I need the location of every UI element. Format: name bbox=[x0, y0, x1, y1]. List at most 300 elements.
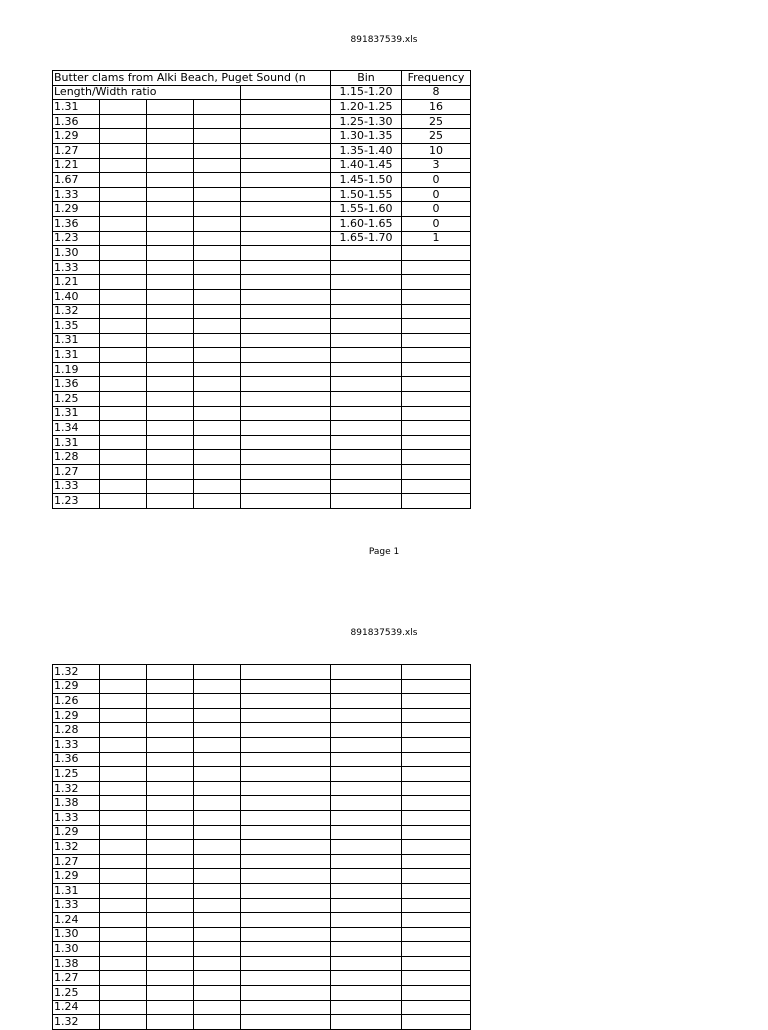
ratio-cell[interactable]: 1.29 bbox=[53, 869, 100, 884]
empty-cell[interactable] bbox=[194, 143, 241, 158]
empty-cell[interactable] bbox=[331, 708, 402, 723]
ratio-cell[interactable]: 1.38 bbox=[53, 796, 100, 811]
bin-cell[interactable]: 1.65-1.70 bbox=[331, 231, 402, 246]
bin-cell[interactable]: 1.55-1.60 bbox=[331, 202, 402, 217]
empty-cell[interactable] bbox=[241, 927, 331, 942]
empty-cell[interactable] bbox=[147, 781, 194, 796]
ratio-cell[interactable]: 1.29 bbox=[53, 679, 100, 694]
empty-cell[interactable] bbox=[241, 421, 331, 436]
empty-cell[interactable] bbox=[241, 333, 331, 348]
bin-cell[interactable]: 1.35-1.40 bbox=[331, 143, 402, 158]
frequency-cell[interactable]: 25 bbox=[402, 129, 471, 144]
empty-cell[interactable] bbox=[100, 971, 147, 986]
frequency-cell[interactable] bbox=[402, 479, 471, 494]
frequency-cell[interactable] bbox=[402, 246, 471, 261]
bin-cell[interactable] bbox=[331, 392, 402, 407]
empty-cell[interactable] bbox=[100, 810, 147, 825]
ratio-cell[interactable]: 1.38 bbox=[53, 956, 100, 971]
empty-cell[interactable] bbox=[241, 465, 331, 480]
empty-cell[interactable] bbox=[194, 1015, 241, 1030]
ratio-cell[interactable]: 1.33 bbox=[53, 479, 100, 494]
empty-cell[interactable] bbox=[331, 869, 402, 884]
empty-cell[interactable] bbox=[241, 392, 331, 407]
empty-cell[interactable] bbox=[402, 708, 471, 723]
bin-cell[interactable] bbox=[331, 406, 402, 421]
empty-cell[interactable] bbox=[147, 260, 194, 275]
empty-cell[interactable] bbox=[241, 679, 331, 694]
bin-cell[interactable]: 1.15-1.20 bbox=[331, 85, 402, 100]
empty-cell[interactable] bbox=[100, 158, 147, 173]
empty-cell[interactable] bbox=[147, 173, 194, 188]
empty-cell[interactable] bbox=[100, 840, 147, 855]
empty-cell[interactable] bbox=[100, 854, 147, 869]
empty-cell[interactable] bbox=[241, 986, 331, 1001]
empty-cell[interactable] bbox=[194, 781, 241, 796]
ratio-cell[interactable]: 1.32 bbox=[53, 840, 100, 855]
frequency-cell[interactable] bbox=[402, 392, 471, 407]
bin-cell[interactable] bbox=[331, 304, 402, 319]
empty-cell[interactable] bbox=[100, 898, 147, 913]
bin-cell[interactable]: 1.25-1.30 bbox=[331, 114, 402, 129]
empty-cell[interactable] bbox=[402, 898, 471, 913]
empty-cell[interactable] bbox=[194, 840, 241, 855]
ratio-cell[interactable]: 1.19 bbox=[53, 362, 100, 377]
empty-cell[interactable] bbox=[194, 216, 241, 231]
empty-cell[interactable] bbox=[100, 494, 147, 509]
ratio-cell[interactable]: 1.21 bbox=[53, 158, 100, 173]
empty-cell[interactable] bbox=[402, 825, 471, 840]
empty-cell[interactable] bbox=[100, 275, 147, 290]
empty-cell[interactable] bbox=[402, 679, 471, 694]
empty-cell[interactable] bbox=[100, 927, 147, 942]
empty-cell[interactable] bbox=[147, 392, 194, 407]
empty-cell[interactable] bbox=[241, 435, 331, 450]
empty-cell[interactable] bbox=[147, 406, 194, 421]
empty-cell[interactable] bbox=[194, 796, 241, 811]
empty-cell[interactable] bbox=[241, 173, 331, 188]
ratio-cell[interactable]: 1.34 bbox=[53, 421, 100, 436]
bin-cell[interactable] bbox=[331, 465, 402, 480]
empty-cell[interactable] bbox=[331, 942, 402, 957]
empty-cell[interactable] bbox=[241, 319, 331, 334]
empty-cell[interactable] bbox=[331, 796, 402, 811]
empty-cell[interactable] bbox=[100, 679, 147, 694]
empty-cell[interactable] bbox=[194, 737, 241, 752]
ratio-cell[interactable]: 1.25 bbox=[53, 392, 100, 407]
empty-cell[interactable] bbox=[147, 246, 194, 261]
empty-cell[interactable] bbox=[402, 796, 471, 811]
bin-cell[interactable] bbox=[331, 246, 402, 261]
sheet-subtitle[interactable]: Length/Width ratio bbox=[53, 85, 241, 100]
ratio-cell[interactable]: 1.30 bbox=[53, 246, 100, 261]
empty-cell[interactable] bbox=[194, 289, 241, 304]
frequency-cell[interactable]: 1 bbox=[402, 231, 471, 246]
empty-cell[interactable] bbox=[100, 260, 147, 275]
ratio-cell[interactable]: 1.25 bbox=[53, 986, 100, 1001]
empty-cell[interactable] bbox=[241, 202, 331, 217]
ratio-cell[interactable]: 1.31 bbox=[53, 883, 100, 898]
ratio-cell[interactable]: 1.31 bbox=[53, 333, 100, 348]
ratio-cell[interactable]: 1.36 bbox=[53, 377, 100, 392]
empty-cell[interactable] bbox=[100, 694, 147, 709]
empty-cell[interactable] bbox=[147, 494, 194, 509]
bin-cell[interactable] bbox=[331, 421, 402, 436]
empty-cell[interactable] bbox=[147, 377, 194, 392]
bin-cell[interactable] bbox=[331, 333, 402, 348]
empty-cell[interactable] bbox=[194, 173, 241, 188]
empty-cell[interactable] bbox=[100, 421, 147, 436]
frequency-cell[interactable]: 25 bbox=[402, 114, 471, 129]
frequency-cell[interactable]: 0 bbox=[402, 173, 471, 188]
empty-cell[interactable] bbox=[241, 450, 331, 465]
empty-cell[interactable] bbox=[100, 246, 147, 261]
ratio-cell[interactable]: 1.29 bbox=[53, 825, 100, 840]
ratio-cell[interactable]: 1.27 bbox=[53, 143, 100, 158]
empty-cell[interactable] bbox=[147, 913, 194, 928]
empty-cell[interactable] bbox=[241, 143, 331, 158]
ratio-cell[interactable]: 1.31 bbox=[53, 435, 100, 450]
empty-cell[interactable] bbox=[241, 883, 331, 898]
frequency-cell[interactable] bbox=[402, 494, 471, 509]
ratio-cell[interactable]: 1.25 bbox=[53, 767, 100, 782]
empty-cell[interactable] bbox=[241, 158, 331, 173]
empty-cell[interactable] bbox=[147, 694, 194, 709]
frequency-cell[interactable] bbox=[402, 319, 471, 334]
empty-cell[interactable] bbox=[147, 143, 194, 158]
empty-cell[interactable] bbox=[147, 986, 194, 1001]
empty-cell[interactable] bbox=[100, 114, 147, 129]
empty-cell[interactable] bbox=[147, 869, 194, 884]
empty-cell[interactable] bbox=[194, 392, 241, 407]
empty-cell[interactable] bbox=[194, 694, 241, 709]
empty-cell[interactable] bbox=[194, 319, 241, 334]
empty-cell[interactable] bbox=[241, 913, 331, 928]
empty-cell[interactable] bbox=[331, 840, 402, 855]
empty-cell[interactable] bbox=[402, 767, 471, 782]
empty-cell[interactable] bbox=[241, 956, 331, 971]
frequency-cell[interactable] bbox=[402, 421, 471, 436]
empty-cell[interactable] bbox=[241, 348, 331, 363]
empty-cell[interactable] bbox=[241, 825, 331, 840]
empty-cell[interactable] bbox=[331, 1015, 402, 1030]
empty-cell[interactable] bbox=[194, 304, 241, 319]
empty-cell[interactable] bbox=[100, 319, 147, 334]
empty-cell[interactable] bbox=[331, 781, 402, 796]
empty-cell[interactable] bbox=[147, 971, 194, 986]
empty-cell[interactable] bbox=[147, 231, 194, 246]
empty-cell[interactable] bbox=[331, 752, 402, 767]
empty-cell[interactable] bbox=[241, 289, 331, 304]
ratio-cell[interactable]: 1.27 bbox=[53, 854, 100, 869]
empty-cell[interactable] bbox=[194, 825, 241, 840]
empty-cell[interactable] bbox=[241, 723, 331, 738]
empty-cell[interactable] bbox=[241, 737, 331, 752]
empty-cell[interactable] bbox=[147, 956, 194, 971]
empty-cell[interactable] bbox=[241, 752, 331, 767]
ratio-cell[interactable]: 1.29 bbox=[53, 202, 100, 217]
empty-cell[interactable] bbox=[147, 737, 194, 752]
empty-cell[interactable] bbox=[100, 216, 147, 231]
empty-cell[interactable] bbox=[194, 927, 241, 942]
empty-cell[interactable] bbox=[147, 158, 194, 173]
empty-cell[interactable] bbox=[241, 796, 331, 811]
bin-cell[interactable]: 1.40-1.45 bbox=[331, 158, 402, 173]
empty-cell[interactable] bbox=[241, 216, 331, 231]
empty-cell[interactable] bbox=[194, 465, 241, 480]
bin-cell[interactable] bbox=[331, 289, 402, 304]
empty-cell[interactable] bbox=[194, 246, 241, 261]
bin-cell[interactable]: 1.45-1.50 bbox=[331, 173, 402, 188]
empty-cell[interactable] bbox=[194, 377, 241, 392]
empty-cell[interactable] bbox=[194, 913, 241, 928]
empty-cell[interactable] bbox=[241, 362, 331, 377]
empty-cell[interactable] bbox=[147, 679, 194, 694]
frequency-cell[interactable] bbox=[402, 450, 471, 465]
empty-cell[interactable] bbox=[241, 781, 331, 796]
ratio-cell[interactable]: 1.33 bbox=[53, 260, 100, 275]
empty-cell[interactable] bbox=[194, 202, 241, 217]
empty-cell[interactable] bbox=[100, 708, 147, 723]
empty-cell[interactable] bbox=[147, 810, 194, 825]
empty-cell[interactable] bbox=[147, 927, 194, 942]
bin-cell[interactable] bbox=[331, 319, 402, 334]
empty-cell[interactable] bbox=[194, 275, 241, 290]
ratio-cell[interactable]: 1.21 bbox=[53, 275, 100, 290]
empty-cell[interactable] bbox=[241, 1000, 331, 1015]
empty-cell[interactable] bbox=[100, 942, 147, 957]
ratio-cell[interactable]: 1.36 bbox=[53, 752, 100, 767]
empty-cell[interactable] bbox=[402, 665, 471, 680]
frequency-cell[interactable] bbox=[402, 362, 471, 377]
empty-cell[interactable] bbox=[331, 986, 402, 1001]
empty-cell[interactable] bbox=[100, 100, 147, 115]
ratio-cell[interactable]: 1.33 bbox=[53, 737, 100, 752]
empty-cell[interactable] bbox=[147, 854, 194, 869]
empty-cell[interactable] bbox=[331, 898, 402, 913]
empty-cell[interactable] bbox=[100, 883, 147, 898]
empty-cell[interactable] bbox=[331, 694, 402, 709]
empty-cell[interactable] bbox=[402, 854, 471, 869]
frequency-cell[interactable]: 8 bbox=[402, 85, 471, 100]
frequency-cell[interactable] bbox=[402, 260, 471, 275]
empty-cell[interactable] bbox=[147, 1015, 194, 1030]
empty-cell[interactable] bbox=[147, 289, 194, 304]
empty-cell[interactable] bbox=[147, 840, 194, 855]
empty-cell[interactable] bbox=[147, 723, 194, 738]
empty-cell[interactable] bbox=[147, 129, 194, 144]
empty-cell[interactable] bbox=[194, 187, 241, 202]
empty-cell[interactable] bbox=[194, 752, 241, 767]
empty-cell[interactable] bbox=[194, 869, 241, 884]
empty-cell[interactable] bbox=[241, 494, 331, 509]
bin-cell[interactable]: 1.30-1.35 bbox=[331, 129, 402, 144]
empty-cell[interactable] bbox=[100, 781, 147, 796]
empty-cell[interactable] bbox=[402, 927, 471, 942]
empty-cell[interactable] bbox=[241, 260, 331, 275]
empty-cell[interactable] bbox=[194, 494, 241, 509]
empty-cell[interactable] bbox=[147, 114, 194, 129]
empty-cell[interactable] bbox=[147, 202, 194, 217]
frequency-cell[interactable]: 10 bbox=[402, 143, 471, 158]
bin-cell[interactable] bbox=[331, 435, 402, 450]
bin-cell[interactable] bbox=[331, 377, 402, 392]
empty-cell[interactable] bbox=[100, 913, 147, 928]
ratio-cell[interactable]: 1.27 bbox=[53, 465, 100, 480]
empty-cell[interactable] bbox=[402, 942, 471, 957]
empty-cell[interactable] bbox=[241, 187, 331, 202]
empty-cell[interactable] bbox=[147, 362, 194, 377]
empty-cell[interactable] bbox=[147, 767, 194, 782]
empty-cell[interactable] bbox=[100, 1015, 147, 1030]
empty-cell[interactable] bbox=[194, 421, 241, 436]
empty-cell[interactable] bbox=[402, 986, 471, 1001]
ratio-cell[interactable]: 1.24 bbox=[53, 1000, 100, 1015]
empty-cell[interactable] bbox=[402, 723, 471, 738]
empty-cell[interactable] bbox=[402, 971, 471, 986]
empty-cell[interactable] bbox=[331, 825, 402, 840]
empty-cell[interactable] bbox=[100, 392, 147, 407]
empty-cell[interactable] bbox=[194, 1000, 241, 1015]
empty-cell[interactable] bbox=[402, 781, 471, 796]
empty-cell[interactable] bbox=[331, 767, 402, 782]
empty-cell[interactable] bbox=[241, 377, 331, 392]
empty-cell[interactable] bbox=[331, 737, 402, 752]
empty-cell[interactable] bbox=[147, 825, 194, 840]
empty-cell[interactable] bbox=[402, 913, 471, 928]
empty-cell[interactable] bbox=[100, 869, 147, 884]
empty-cell[interactable] bbox=[147, 883, 194, 898]
frequency-cell[interactable] bbox=[402, 348, 471, 363]
empty-cell[interactable] bbox=[194, 986, 241, 1001]
empty-cell[interactable] bbox=[147, 665, 194, 680]
empty-cell[interactable] bbox=[331, 810, 402, 825]
empty-cell[interactable] bbox=[194, 406, 241, 421]
ratio-cell[interactable]: 1.29 bbox=[53, 129, 100, 144]
empty-cell[interactable] bbox=[147, 450, 194, 465]
empty-cell[interactable] bbox=[194, 348, 241, 363]
empty-cell[interactable] bbox=[194, 665, 241, 680]
empty-cell[interactable] bbox=[194, 129, 241, 144]
empty-cell[interactable] bbox=[241, 1015, 331, 1030]
empty-cell[interactable] bbox=[241, 869, 331, 884]
empty-cell[interactable] bbox=[402, 810, 471, 825]
empty-cell[interactable] bbox=[100, 406, 147, 421]
empty-cell[interactable] bbox=[241, 767, 331, 782]
empty-cell[interactable] bbox=[194, 479, 241, 494]
empty-cell[interactable] bbox=[241, 708, 331, 723]
empty-cell[interactable] bbox=[100, 333, 147, 348]
ratio-cell[interactable]: 1.33 bbox=[53, 187, 100, 202]
empty-cell[interactable] bbox=[194, 810, 241, 825]
bin-cell[interactable] bbox=[331, 348, 402, 363]
frequency-cell[interactable] bbox=[402, 465, 471, 480]
bin-header[interactable]: Bin bbox=[331, 71, 402, 86]
empty-cell[interactable] bbox=[402, 752, 471, 767]
ratio-cell[interactable]: 1.35 bbox=[53, 319, 100, 334]
empty-cell[interactable] bbox=[147, 752, 194, 767]
ratio-cell[interactable]: 1.33 bbox=[53, 898, 100, 913]
empty-cell[interactable] bbox=[147, 319, 194, 334]
empty-cell[interactable] bbox=[100, 665, 147, 680]
empty-cell[interactable] bbox=[194, 942, 241, 957]
frequency-cell[interactable] bbox=[402, 289, 471, 304]
empty-cell[interactable] bbox=[241, 231, 331, 246]
ratio-cell[interactable]: 1.29 bbox=[53, 708, 100, 723]
empty-cell[interactable] bbox=[100, 956, 147, 971]
empty-cell[interactable] bbox=[241, 100, 331, 115]
empty-cell[interactable] bbox=[331, 854, 402, 869]
empty-cell[interactable] bbox=[402, 694, 471, 709]
empty-cell[interactable] bbox=[100, 450, 147, 465]
empty-cell[interactable] bbox=[241, 840, 331, 855]
empty-cell[interactable] bbox=[194, 956, 241, 971]
empty-cell[interactable] bbox=[147, 898, 194, 913]
empty-cell[interactable] bbox=[241, 275, 331, 290]
bin-cell[interactable] bbox=[331, 479, 402, 494]
ratio-cell[interactable]: 1.31 bbox=[53, 100, 100, 115]
empty-cell[interactable] bbox=[147, 187, 194, 202]
bin-cell[interactable] bbox=[331, 362, 402, 377]
empty-cell[interactable] bbox=[241, 971, 331, 986]
ratio-cell[interactable]: 1.32 bbox=[53, 665, 100, 680]
frequency-cell[interactable]: 3 bbox=[402, 158, 471, 173]
empty-cell[interactable] bbox=[241, 898, 331, 913]
frequency-cell[interactable]: 0 bbox=[402, 202, 471, 217]
empty-cell[interactable] bbox=[331, 665, 402, 680]
empty-cell[interactable] bbox=[147, 216, 194, 231]
empty-cell[interactable] bbox=[331, 723, 402, 738]
empty-cell[interactable] bbox=[402, 956, 471, 971]
empty-cell[interactable] bbox=[194, 260, 241, 275]
empty-cell[interactable] bbox=[241, 665, 331, 680]
empty-cell[interactable] bbox=[100, 202, 147, 217]
empty-cell[interactable] bbox=[194, 767, 241, 782]
empty-cell[interactable] bbox=[147, 435, 194, 450]
empty-cell[interactable] bbox=[402, 1000, 471, 1015]
empty-cell[interactable] bbox=[241, 114, 331, 129]
empty-cell[interactable] bbox=[331, 956, 402, 971]
bin-cell[interactable]: 1.60-1.65 bbox=[331, 216, 402, 231]
frequency-cell[interactable]: 16 bbox=[402, 100, 471, 115]
empty-cell[interactable] bbox=[100, 173, 147, 188]
sheet-title[interactable]: Butter clams from Alki Beach, Puget Sound (n bbox=[53, 71, 331, 86]
empty-cell[interactable] bbox=[241, 304, 331, 319]
empty-cell[interactable] bbox=[100, 289, 147, 304]
empty-cell[interactable] bbox=[331, 971, 402, 986]
ratio-cell[interactable]: 1.24 bbox=[53, 913, 100, 928]
empty-cell[interactable] bbox=[331, 913, 402, 928]
empty-cell[interactable] bbox=[194, 723, 241, 738]
ratio-cell[interactable]: 1.32 bbox=[53, 304, 100, 319]
empty-cell[interactable] bbox=[100, 479, 147, 494]
empty-cell[interactable] bbox=[402, 869, 471, 884]
empty-cell[interactable] bbox=[194, 333, 241, 348]
frequency-cell[interactable] bbox=[402, 333, 471, 348]
frequency-cell[interactable] bbox=[402, 275, 471, 290]
bin-cell[interactable]: 1.50-1.55 bbox=[331, 187, 402, 202]
empty-cell[interactable] bbox=[100, 737, 147, 752]
frequency-cell[interactable] bbox=[402, 435, 471, 450]
empty-cell[interactable] bbox=[241, 694, 331, 709]
empty-cell[interactable] bbox=[100, 723, 147, 738]
empty-cell[interactable] bbox=[147, 304, 194, 319]
empty-cell[interactable] bbox=[194, 679, 241, 694]
ratio-cell[interactable]: 1.27 bbox=[53, 971, 100, 986]
ratio-cell[interactable]: 1.36 bbox=[53, 216, 100, 231]
ratio-cell[interactable]: 1.33 bbox=[53, 810, 100, 825]
bin-cell[interactable] bbox=[331, 275, 402, 290]
empty-cell[interactable] bbox=[331, 927, 402, 942]
